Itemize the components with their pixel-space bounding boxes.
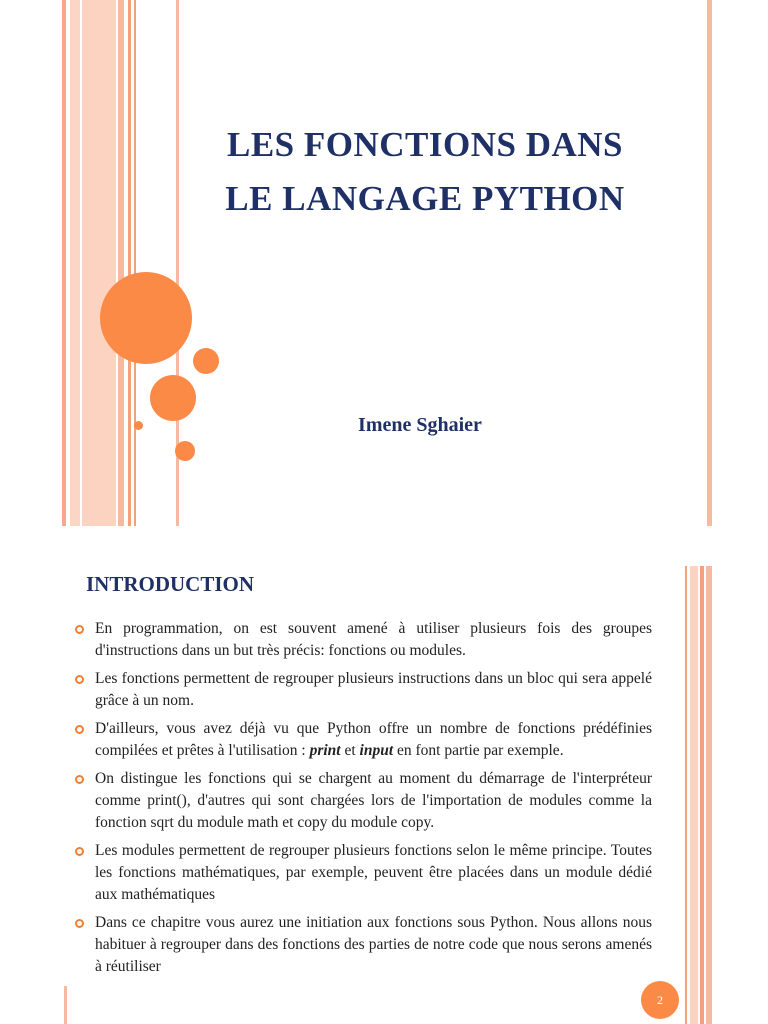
small-circle-decoration: [193, 348, 219, 374]
bullet-text: On distingue les fonctions qui se chargent au moment du démarrage de l'interpréteur comme print(), d'autres qui sont chargées lors de l'importation de modules comme la fonction sqrt du module math et copy du module copy.: [95, 770, 652, 831]
code-term-print: print: [309, 742, 341, 759]
bullet-icon: [75, 725, 84, 734]
slide-title: [190, 118, 660, 226]
bullet-list: [74, 618, 652, 984]
decorative-stripe: [685, 566, 687, 1024]
section-heading: INTRODUCTION: [86, 572, 255, 596]
list-item: [74, 912, 652, 978]
decorative-stripe: [62, 0, 66, 526]
bullet-icon: [75, 919, 84, 928]
bullet-text-pre: D'ailleurs, vous avez déjà vu que Python offre un nombre de fonctions prédéfinies compilées et prêtes à l'utilisation :: [95, 720, 652, 759]
bullet-text: En programmation, on est souvent amené à utiliser plusieurs fois des groupes d'instructions dans un but très précis: fonctions ou modules.: [95, 620, 652, 659]
decorative-stripe: [118, 0, 124, 526]
bullet-text-mid: et: [340, 742, 360, 759]
bullet-text-post: en font partie par exemple.: [393, 742, 564, 759]
decorative-stripe: [70, 0, 80, 526]
decorative-stripe: [700, 566, 704, 1024]
decorative-stripe: [134, 0, 136, 526]
introduction-slide: [0, 566, 768, 1024]
page-number-badge: 2: [641, 981, 679, 1019]
code-term-input: input: [359, 742, 394, 759]
bullet-text: Les fonctions permettent de regrouper plusieurs instructions dans un bloc qui sera appelé grâce à un nom.: [95, 670, 652, 709]
list-item: [74, 768, 652, 834]
bullet-icon: [75, 775, 84, 784]
list-item: [74, 840, 652, 906]
list-item: [74, 618, 652, 662]
decorative-stripe: [82, 0, 116, 526]
list-item: [74, 668, 652, 712]
title-line-1: LES FONCTIONS DANS: [226, 125, 624, 164]
bullet-icon: [75, 625, 84, 634]
decorative-stripe: [706, 566, 712, 1024]
bullet-text: Dans ce chapitre vous aurez une initiation aux fonctions sous Python. Nous allons nous habituer à regrouper dans des fonctions des parties de notre code que nous serons amenés à réutiliser: [95, 914, 652, 975]
list-item: [74, 718, 652, 762]
decorative-stripe: [64, 986, 67, 1024]
medium-circle-decoration: [150, 375, 196, 421]
decorative-stripe: [128, 0, 131, 526]
bullet-icon: [75, 847, 84, 856]
small-circle-decoration: [175, 441, 195, 461]
large-circle-decoration: [100, 272, 192, 364]
dot-circle-decoration: [134, 421, 143, 430]
bullet-icon: [75, 675, 84, 684]
title-line-2: LE LANGAGE PYTHON: [225, 179, 625, 218]
bullet-text: Les modules permettent de regrouper plusieurs fonctions selon le même principe. Toutes les fonctions mathématiques, par exemple, peuvent être placées dans un module dédié aux mathématiques: [95, 842, 652, 903]
author-name: Imene Sghaier: [358, 414, 482, 436]
decorative-stripe: [690, 566, 698, 1024]
decorative-stripe: [707, 0, 712, 526]
